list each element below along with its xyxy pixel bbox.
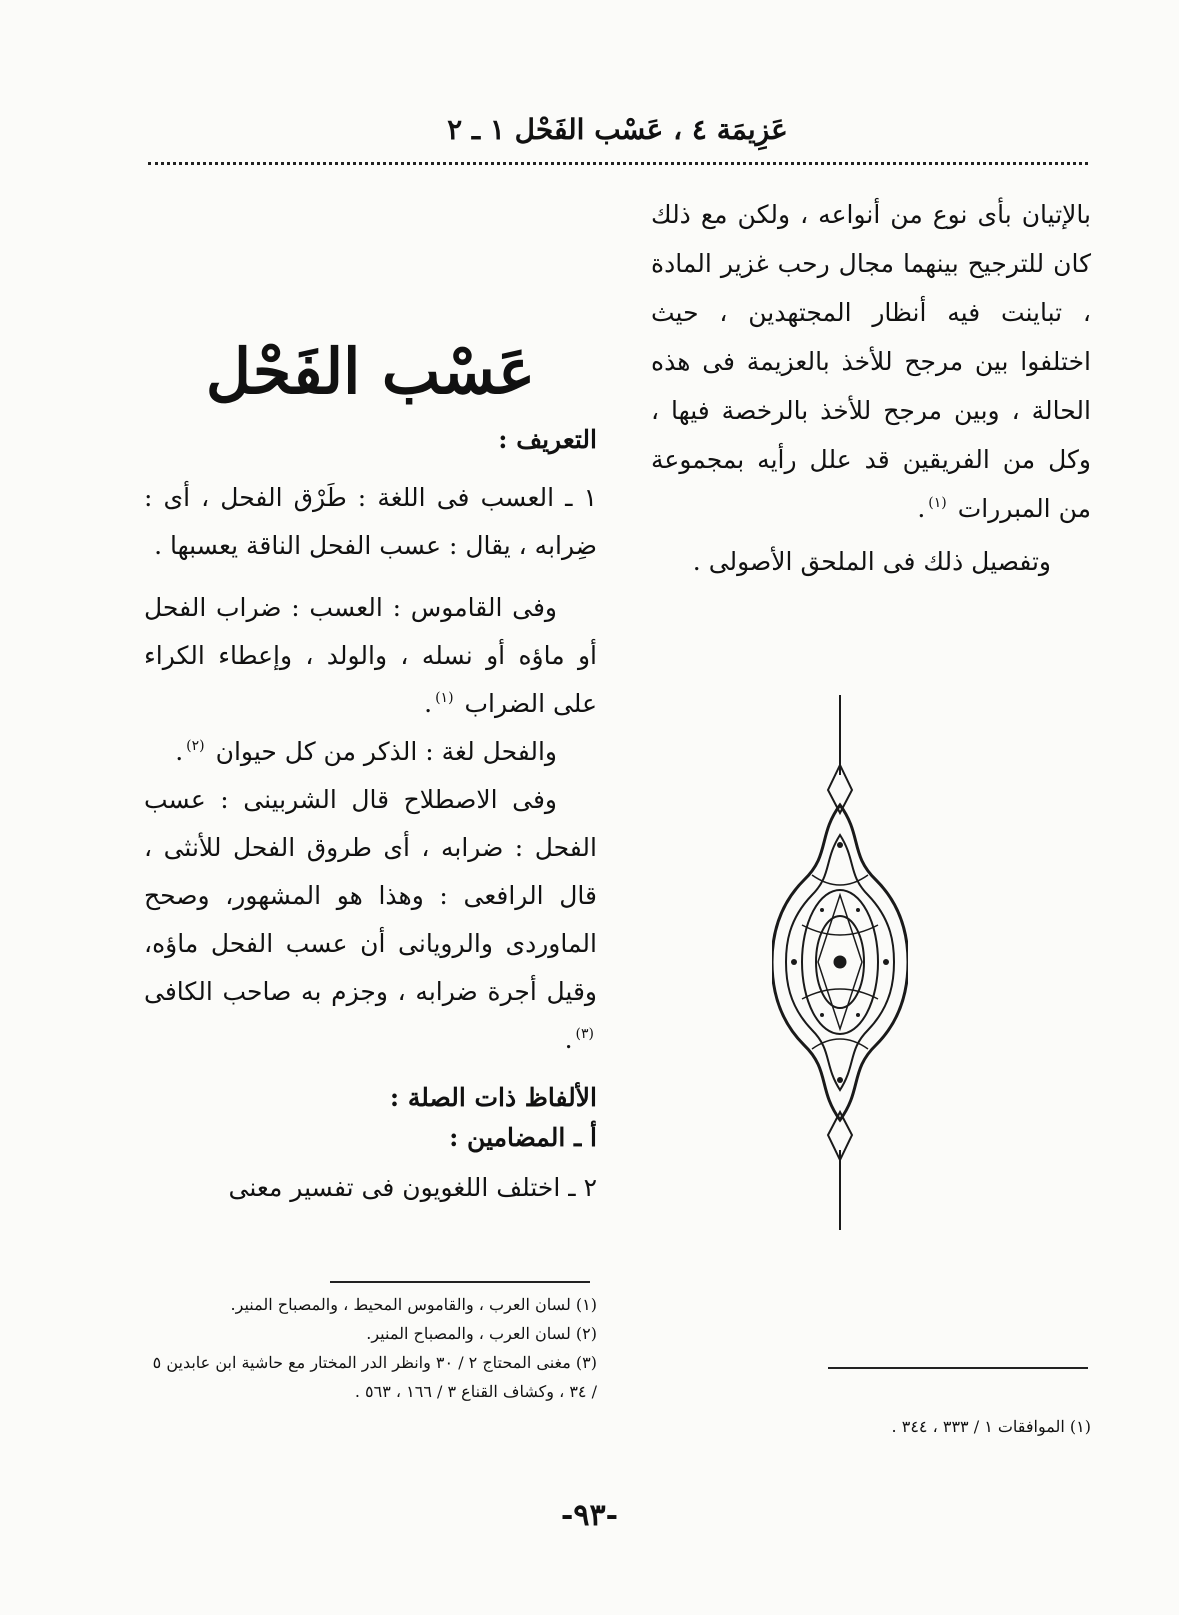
page-number: -٩٣-: [560, 1498, 619, 1533]
subheading-madamin: أ ـ المضامين :: [449, 1123, 597, 1152]
definition-paragraph-4-text: وفى الاصطلاح قال الشربينى : عسب الفحل : ضرابه ، أى طروق الفحل للأنثى ، قال الرافعى : وهذا هو المشهور، وصحح الماوردى والرويانى أن عسب الفحل ماؤه، وقيل أجرة ضرابه ، وجزم به صاحب الكافى: [144, 785, 597, 1006]
right-column: [651, 190, 1091, 586]
footnote-divider-right: [828, 1367, 1088, 1369]
footnotes-left: [144, 1290, 597, 1406]
definition-paragraph-3-text: والفحل لغة : الذكر من كل حيوان: [215, 737, 557, 766]
related-terms-heading: الألفاظ ذات الصلة :: [389, 1083, 597, 1112]
article-title: عَسْب الفَحْل: [205, 335, 536, 408]
footnote-item: (٢) لسان العرب ، والمصباح المنير.: [366, 1324, 597, 1343]
definition-paragraph-4: وفى الاصطلاح قال الشربينى : عسب الفحل : ضرابه ، أى طروق الفحل للأنثى ، قال الرافعى : وهذا هو المشهور، وصحح الماوردى والرويانى أن عسب الفحل ماؤه، وقيل أجرة ضرابه ، وجزم به صاحب الكافى $^{(٣)}$.: [144, 785, 597, 1054]
left-column: [144, 330, 597, 1212]
footnote-item: (٣) مغنى المحتاج ٢ / ٣٠ وانظر الدر المختار مع حاشية ابن عابدين ٥ / ٣٤ ، وكشاف القناع ٣ / ١٦٦ ، ٥٦٣ .: [152, 1353, 597, 1401]
footnote-ref[interactable]: (١): [928, 495, 947, 511]
running-head: عَزِيمَة ٤ ، عَسْب الفَحْل ١ ـ ٢: [447, 113, 788, 146]
footnote-item: (١) الموافقات ١ / ٣٣٣ ، ٣٤٤ .: [891, 1417, 1091, 1436]
right-paragraph-1-text: بالإتيان بأى نوع من أنواعه ، ولكن مع ذلك كان للترجيح بينهما مجال رحب غزير المادة ، تباينت فيه أنظار المجتهدين ، حيث اختلفوا بين مرجح للأخذ بالعزيمة فى هذه الحالة ، وبين مرجح للأخذ بالرخصة فيها ، وكل من الفريقين قد علل رأيه بمجموعة من المبررات: [651, 200, 1091, 523]
definition-paragraph-2: وفى القاموس : العسب : ضراب الفحل أو ماؤه أو نسله ، والولد ، وإعطاء الكراء على الضراب $^{(١)}$.: [144, 593, 597, 718]
footnote-divider-left: [330, 1281, 590, 1283]
definition-paragraph-2-text: وفى القاموس : العسب : ضراب الفحل أو ماؤه أو نسله ، والولد ، وإعطاء الكراء على الضراب: [144, 593, 597, 718]
definition-heading: التعريف :: [498, 425, 597, 454]
footnotes-right: [651, 1412, 1091, 1441]
footnote-item: (١) لسان العرب ، والقاموس المحيط ، والمصباح المنير.: [230, 1295, 597, 1314]
related-paragraph-2: ٢ ـ اختلف اللغويون فى تفسير معنى: [228, 1173, 597, 1202]
footnote-ref[interactable]: (٢): [186, 738, 205, 754]
header-divider: [148, 162, 1088, 165]
arabesque-ornament-icon: [772, 695, 908, 1230]
definition-paragraph-3: والفحل لغة : الذكر من كل حيوان $^{(٢)}$.: [175, 737, 557, 766]
right-paragraph-2: وتفصيل ذلك فى الملحق الأصولى .: [692, 547, 1051, 576]
footnote-ref[interactable]: (١): [435, 690, 454, 706]
definition-paragraph-1: ١ ـ العسب فى اللغة : طَرْق الفحل ، أى : ضِرابه ، يقال : عسب الفحل الناقة يعسبها .: [144, 483, 597, 560]
right-paragraph-1: بالإتيان بأى نوع من أنواعه ، ولكن مع ذلك كان للترجيح بينهما مجال رحب غزير المادة ، تباينت فيه أنظار المجتهدين ، حيث اختلفوا بين مرجح للأخذ بالعزيمة فى هذه الحالة ، وبين مرجح للأخذ بالرخصة فيها ، وكل من الفريقين قد علل رأيه بمجموعة من المبررات $^{(١)}$.: [651, 200, 1091, 523]
footnote-ref[interactable]: (٣): [575, 1026, 594, 1042]
